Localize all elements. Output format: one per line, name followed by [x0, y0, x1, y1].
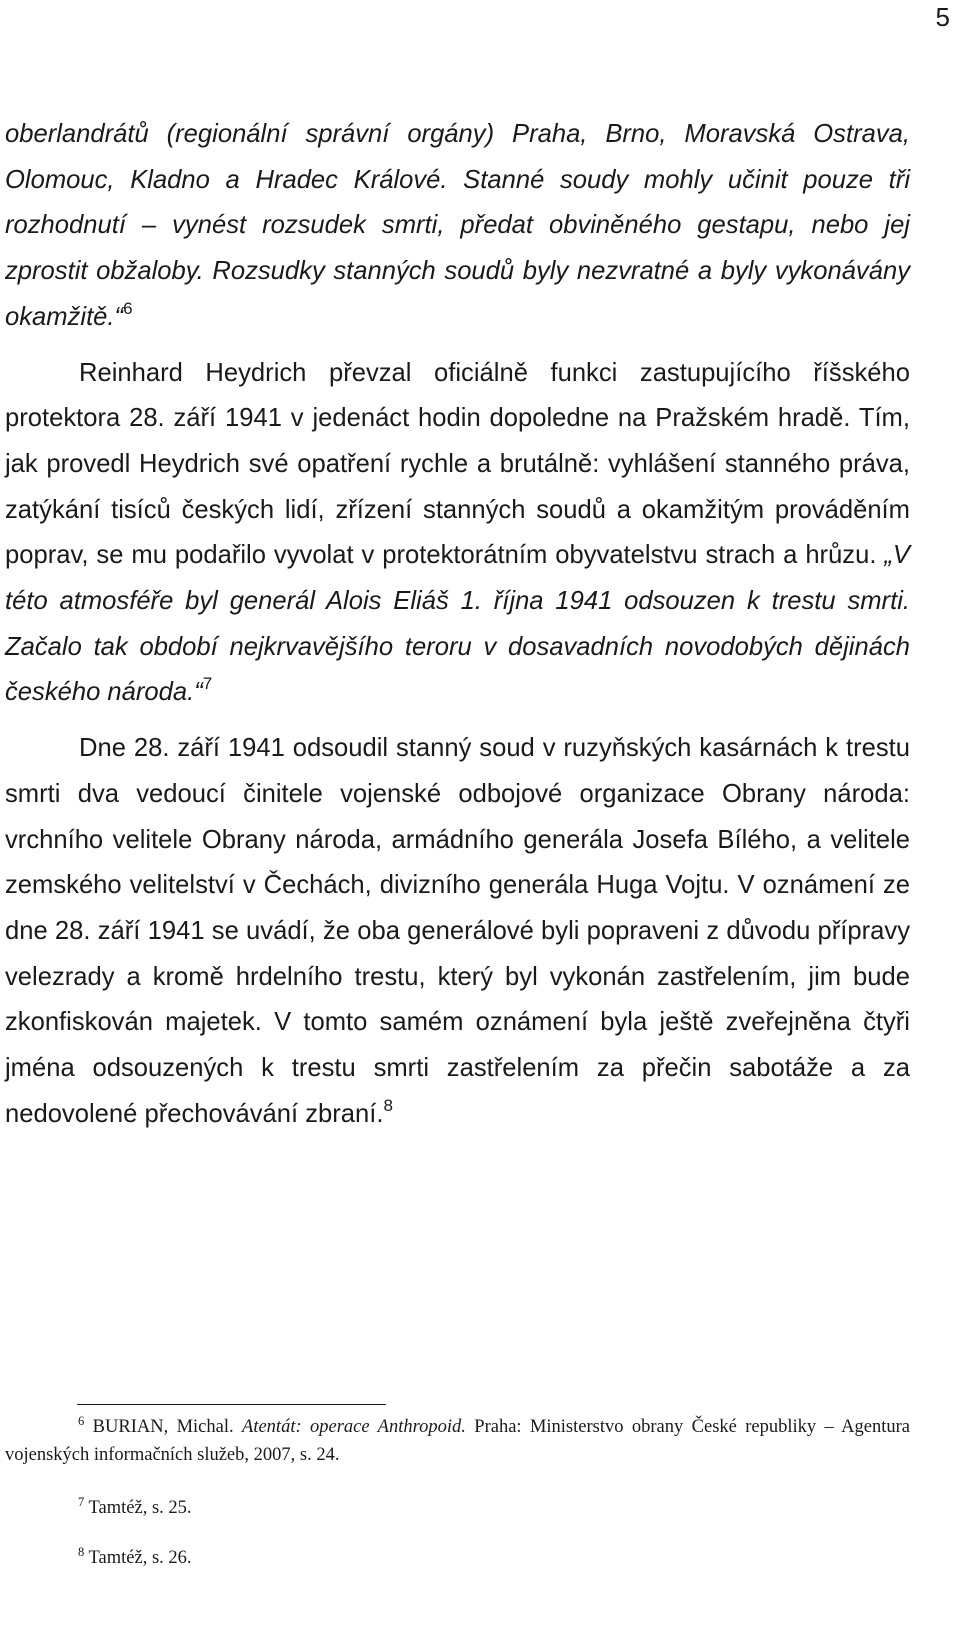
footnote-number: 8 — [78, 1545, 85, 1559]
footnote-6 — [5, 1413, 910, 1469]
paragraph-text: Reinhard Heydrich převzal oficiálně funkci zastupujícího říšského protektora 28. září 1941 v jedenáct hodin dopoledne na Pražském hradě. Tím, jak provedl Heydrich své opatření rychle a brutálně: vyhlášení stanného práva, zatýkání tisíců českých lidí, zřízení stanných soudů a okamžitým prováděním poprav, se mu podařilo vyvolat v protektorátním obyvatelstvu strach a hrůzu. — [5, 358, 910, 570]
paragraph-1 — [5, 112, 910, 341]
footnote-number: 6 — [78, 1414, 85, 1428]
closing-quote: “ — [114, 302, 124, 331]
quoted-text: „V této atmosféře byl generál Alois Eliáš 1. října 1941 odsouzen k trestu smrti. Začalo tak období nejkrvavějšího teroru v dosavadních novodobých dějinách českého národa.“ — [5, 541, 910, 707]
footnote-separator — [77, 1404, 386, 1405]
paragraph-2 — [5, 351, 910, 717]
quoted-text: oberlandrátů (regionální správní orgány) Praha, Brno, Moravská Ostrava, Olomouc, Kladno a Hradec Králové. Stanné soudy mohly učinit pouze tři rozhodnutí – vynést rozsudek smrti, předat obviněného gestapu, nebo jej zprostit obžaloby. Rozsudky stanných soudů byly nezvratné a byly vykonávány okamžitě. — [5, 120, 910, 331]
footnote-publication: Praha: Ministerstvo obrany České republiky – Agentura vojenských informačních služeb, 2007, s. 24. — [5, 1417, 911, 1465]
main-text — [5, 112, 910, 1137]
footnote-title: Atentát: operace Anthropoid. — [242, 1417, 466, 1437]
footnote-author: BURIAN, Michal. — [92, 1417, 243, 1437]
footnotes — [5, 1413, 910, 1572]
footnote-7 — [5, 1494, 910, 1522]
footnote-ref-7[interactable]: 7 — [202, 674, 213, 694]
footnote-ref-6[interactable]: 6 — [123, 298, 133, 318]
footnote-text: Tamtéž, s. 25. — [88, 1498, 192, 1518]
footnote-number: 7 — [78, 1495, 85, 1509]
footnote-8 — [5, 1544, 910, 1572]
page-number: 5 — [935, 2, 950, 32]
footnote-text: Tamtéž, s. 26. — [88, 1548, 192, 1568]
paragraph-3 — [5, 726, 910, 1137]
paragraph-text: Dne 28. září 1941 odsoudil stanný soud v ruzyňských kasárnách k trestu smrti dva vedoucí činitele vojenské odbojové organizace Obrany národa: vrchního velitele Obrany národa, armádního generála Josefa Bílého, a velitele zemského velitelství v Čechách, divizního generála Huga Vojtu. V oznámení ze dne 28. září 1941 se uvádí, že oba generálové byli popraveni z důvodu přípravy velezrady a kromě hrdelního trestu, který byl vykonán zastřelením, jim bude zkonfiskován majetek. V tomto samém oznámení byla ještě zveřejněna čtyři jména odsouzených k trestu smrti zastřelením za přečin sabotáže a za nedovolené přechovávání zbraní. — [5, 734, 910, 1128]
footnote-ref-8[interactable]: 8 — [383, 1095, 393, 1115]
